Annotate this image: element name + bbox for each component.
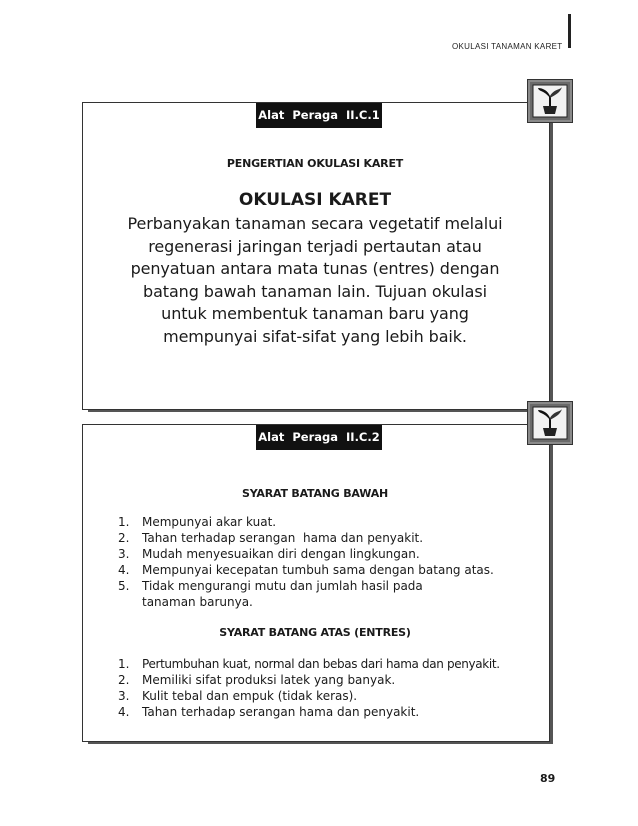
page-number: 89: [540, 772, 556, 785]
list-item-text: Mudah menyesuaikan diri dengan lingkungan.: [142, 547, 420, 561]
list-item-number: 4.: [118, 563, 130, 577]
card-1-heading: PENGERTIAN OKULASI KARET: [226, 157, 404, 170]
list-item-text: Memiliki sifat produksi latek yang banyak.: [142, 673, 396, 687]
card-2-heading-scion: SYARAT BATANG ATAS (ENTRES): [219, 626, 411, 639]
card-2-heading-rootstock: SYARAT BATANG BAWAH: [241, 487, 389, 500]
list-item-text: Tahan terhadap serangan hama dan penyakit.: [142, 531, 424, 545]
list-item-number: 2.: [118, 531, 130, 545]
list-item-text: Tidak mengurangi mutu dan jumlah hasil pada tanaman barunya.: [142, 579, 423, 609]
list-item-number: 2.: [118, 673, 130, 687]
list-item: [118, 688, 518, 704]
list-item: [118, 704, 518, 720]
list-item-number: 1.: [118, 515, 130, 529]
card-2-tag: Alat Peraga II.C.2: [256, 425, 382, 450]
list-item: [118, 672, 518, 688]
list-item: [118, 562, 518, 578]
card-1-title: OKULASI KARET: [238, 190, 392, 210]
list-item-text: Pertumbuhan kuat, normal dan bebas dari hama dan penyakit.: [142, 657, 500, 671]
body-line: untuk membentuk tanaman baru yang: [161, 304, 469, 323]
list-item-text: Tahan terhadap serangan hama dan penyakit.: [142, 705, 420, 719]
header-rule: [568, 14, 571, 48]
list-item-text: Mempunyai akar kuat.: [142, 515, 277, 529]
list-item: [118, 530, 518, 546]
list-item-number: 1.: [118, 657, 130, 671]
body-line: penyatuan antara mata tunas (entres) dengan: [130, 259, 500, 278]
body-line: batang bawah tanaman lain. Tujuan okulasi: [143, 281, 487, 301]
scion-requirements-list: [118, 656, 518, 720]
list-item: [118, 656, 518, 672]
list-item-number: 3.: [118, 547, 130, 561]
list-item-number: 3.: [118, 689, 130, 703]
body-line: Perbanyakan tanaman secara vegetatif melalui: [127, 214, 503, 233]
list-item-number: 5.: [118, 579, 130, 593]
body-line: regenerasi jaringan terjadi pertautan atau: [148, 236, 482, 256]
card-1-body: [112, 213, 518, 348]
running-header-title: OKULASI TANAMAN KARET: [452, 42, 563, 51]
list-item: [118, 578, 518, 610]
list-item-text: Mempunyai kecepatan tumbuh sama dengan batang atas.: [142, 563, 494, 577]
body-line: mempunyai sifat-sifat yang lebih baik.: [163, 326, 467, 346]
card-1-plant-icon: [528, 80, 572, 122]
card-1-tag: Alat Peraga II.C.1: [256, 103, 382, 128]
list-item-text: Kulit tebal dan empuk (tidak keras).: [142, 689, 358, 703]
list-item: [118, 546, 518, 562]
list-item-number: 4.: [118, 705, 130, 719]
card-2-plant-icon: [528, 402, 572, 444]
rootstock-requirements-list: [118, 514, 518, 610]
list-item: [118, 514, 518, 530]
